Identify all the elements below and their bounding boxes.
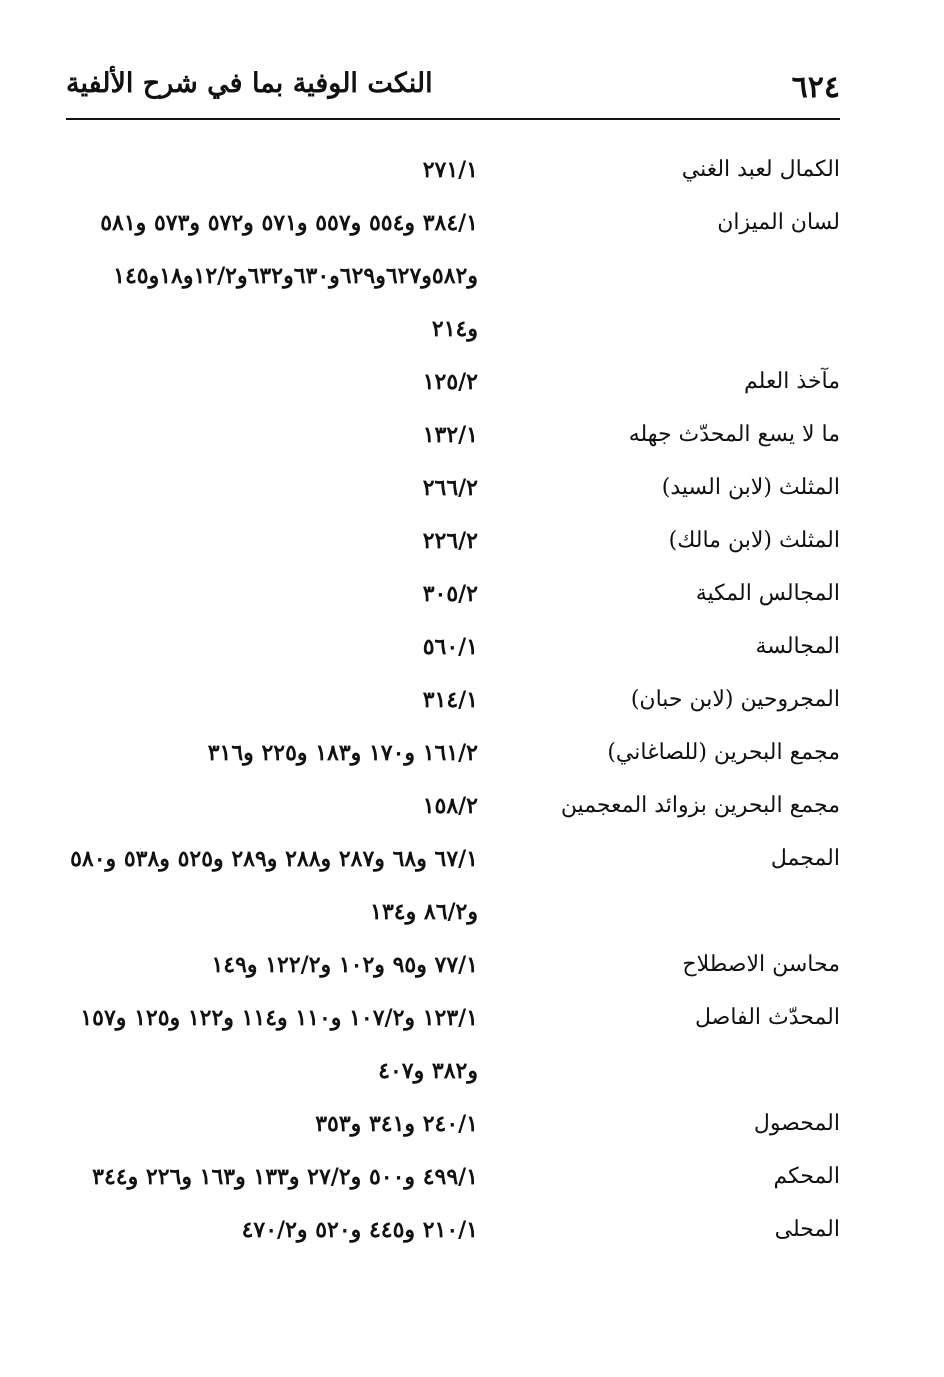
index-entry-line (66, 198, 840, 251)
index-entry-line (66, 781, 840, 834)
index-term: المثلث (لابن مالك) (668, 528, 840, 553)
index-entry-line (66, 251, 840, 304)
index-entry-line (66, 1099, 840, 1152)
page-number: ٦٢٤ (791, 70, 840, 105)
index-entry-line (66, 993, 840, 1046)
page-references: ١٣٢/١ (422, 422, 478, 448)
index-entry (66, 728, 840, 781)
index-term: المحدّث الفاصل (695, 1005, 840, 1030)
index-entry (66, 145, 840, 198)
page-references: ٢٧١/١ (422, 157, 478, 183)
index-term: محاسن الاصطلاح (682, 952, 840, 977)
page-references: ٣٠٥/٢ (422, 581, 478, 607)
page-references: و٣٨٢ و٤٠٧ (378, 1058, 478, 1084)
page-references: و٨٦/٢ و١٣٤ (370, 899, 478, 925)
index-entry (66, 781, 840, 834)
index-term: الكمال لعبد الغني (681, 157, 840, 182)
index-term: ما لا يسع المحدّث جهله (628, 422, 840, 447)
page-references: ٣١٤/١ (422, 687, 478, 713)
index-entry-line (66, 410, 840, 463)
book-title: النكت الوفية بما في شرح الألفية (66, 68, 433, 99)
index-entry (66, 198, 840, 357)
index-entry-line (66, 304, 840, 357)
index-entry (66, 1099, 840, 1152)
page-references: ١٢٥/٢ (422, 369, 478, 395)
index-term: المجالس المكية (695, 581, 840, 606)
index-term: المجمل (770, 846, 840, 871)
page-references: ٢١٠/١ و٤٤٥ و٥٢٠ و٤٧٠/٢ (241, 1217, 478, 1243)
index-entry (66, 357, 840, 410)
index-entry-line (66, 1046, 840, 1099)
page-references: ١٢٣/١ و١٠٧/٢ و١١٠ و١١٤ و١٢٢ و١٢٥ و١٥٧ (80, 1005, 478, 1031)
page-references: و٢١٤ (431, 316, 478, 342)
index-entry-line (66, 940, 840, 993)
index-entry-line (66, 728, 840, 781)
index-entry (66, 569, 840, 622)
index-term: المحكم (773, 1164, 840, 1189)
index-entry-line (66, 675, 840, 728)
index-term: لسان الميزان (717, 210, 840, 235)
index-entry-line (66, 463, 840, 516)
page-references: ٢٦٦/٢ (422, 475, 478, 501)
index-entry-line (66, 569, 840, 622)
index-entry-line (66, 1152, 840, 1205)
running-header (66, 62, 840, 112)
index-entry (66, 940, 840, 993)
page-references: ٤٩٩/١ و٥٠٠ و٢٧/٢ و١٣٣ و١٦٣ و٢٢٦ و٣٤٤ (92, 1164, 478, 1190)
index-entry (66, 463, 840, 516)
index-entry (66, 1205, 840, 1258)
index-entry-line (66, 1205, 840, 1258)
page-references: ٥٦٠/١ (422, 634, 478, 660)
index-entry (66, 516, 840, 569)
page-references: ٦٧/١ و٦٨ و٢٨٧ و٢٨٨ و٢٨٩ و٥٢٥ و٥٣٨ و٥٨٠ (70, 846, 478, 872)
index-term: المثلث (لابن السيد) (661, 475, 840, 500)
index-entry-line (66, 887, 840, 940)
index-term: المحصول (753, 1111, 840, 1136)
index-entry-line (66, 516, 840, 569)
page-references: ٣٨٤/١ و٥٥٤ و٥٥٧ و٥٧١ و٥٧٢ و٥٧٣ و٥٨١ (100, 210, 478, 236)
header-rule (66, 118, 840, 120)
index-entry (66, 834, 840, 940)
index-entry (66, 675, 840, 728)
index-entry (66, 1152, 840, 1205)
index-entry-line (66, 145, 840, 198)
page-references: ١٦١/٢ و١٧٠ و١٨٣ و٢٢٥ و٣١٦ (207, 740, 478, 766)
index-term: مآخذ العلم (744, 369, 840, 394)
index-term: مجمع البحرين (للصاغاني) (607, 740, 840, 765)
index-term: المحلى (774, 1217, 840, 1242)
page-references: ١٥٨/٢ (422, 793, 478, 819)
index-entry-line (66, 622, 840, 675)
index-entry (66, 622, 840, 675)
index-term: المجروحين (لابن حبان) (630, 687, 840, 712)
index-entry-line (66, 834, 840, 887)
index-entry (66, 993, 840, 1099)
page-references: ٢٤٠/١ و٣٤١ و٣٥٣ (315, 1111, 478, 1137)
index-entries (66, 145, 840, 1258)
page-references: ٢٢٦/٢ (422, 528, 478, 554)
index-term: المجالسة (755, 634, 840, 659)
index-entry-line (66, 357, 840, 410)
page-references: و٥٨٢و٦٢٧و٦٢٩و٦٣٠و٦٣٢و١٢/٢و١٨و١٤٥ (113, 263, 478, 289)
index-entry (66, 410, 840, 463)
page-references: ٧٧/١ و٩٥ و١٠٢ و١٢٢/٢ و١٤٩ (211, 952, 478, 978)
index-term: مجمع البحرين بزوائد المعجمين (560, 793, 840, 818)
